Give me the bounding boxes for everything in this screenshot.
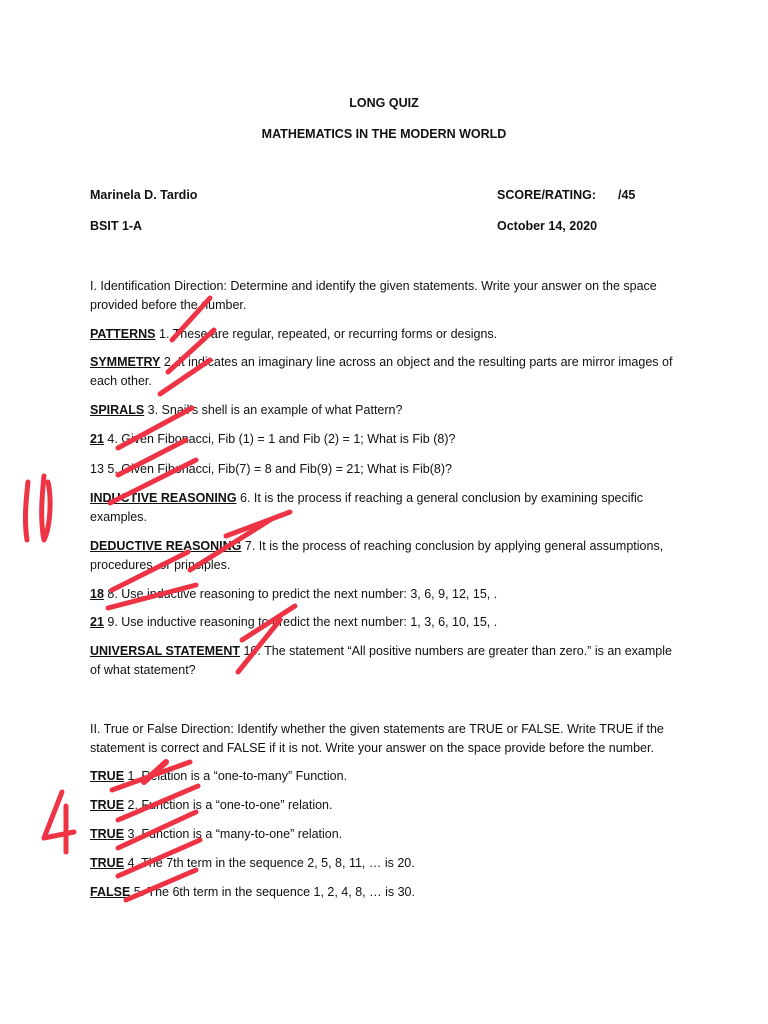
answer-text: DEDUCTIVE REASONING: [90, 539, 242, 553]
question-text: 13 5. Given Fibonacci, Fib(7) = 8 and Fib(9) = 21; What is Fib(8)?: [90, 462, 452, 476]
answer-text: SYMMETRY: [90, 355, 161, 369]
question-text: 2. Function is a “one-to-one” relation.: [124, 798, 333, 812]
question-text: 5. The 6th term in the sequence 1, 2, 4, 8, … is 30.: [130, 885, 415, 899]
question-text: 4. Given Fibonacci, Fib (1) = 1 and Fib (2) = 1; What is Fib (8)?: [103, 432, 456, 446]
question-text: 9. Use inductive reasoning to predict the next number: 1, 3, 6, 10, 15, .: [103, 615, 498, 629]
question-text: 7. It is the process of reaching conclusion by applying general assumptions, procedures, or principles.: [90, 539, 664, 572]
quiz-subject: MATHEMATICS IN THE MODERN WORLD: [261, 127, 507, 141]
answer-text: 21: [90, 432, 104, 446]
student-section: BSIT 1-A: [90, 219, 143, 233]
list-item: [90, 585, 680, 604]
question-text: 6. It is the process if reaching a general conclusion by examining specific examples.: [90, 491, 644, 524]
question-text: 10. The statement “All positive numbers are greater than zero.” is an example of what statement?: [90, 644, 672, 677]
list-item: [90, 883, 680, 902]
score-label: SCORE/RATING:: [497, 188, 597, 202]
list-item: [90, 325, 680, 344]
list-item: [90, 430, 680, 449]
question-text: 1. Relation is a “one-to-many” Function.: [124, 769, 348, 783]
answer-text: 18: [90, 587, 104, 601]
list-item: [90, 796, 680, 815]
question-text: 4. The 7th term in the sequence 2, 5, 8, 11, … is 20.: [124, 856, 415, 870]
question-text: 2. It indicates an imaginary line across an object and the resulting parts are mirror images of each other.: [90, 355, 673, 388]
question-text: 8. Use inductive reasoning to predict the next number: 3, 6, 9, 12, 15, .: [103, 587, 498, 601]
answer-text: PATTERNS: [90, 327, 156, 341]
list-item: [90, 537, 680, 575]
list-item: [90, 825, 680, 844]
list-item: [90, 489, 680, 527]
answer-text: INDUCTIVE REASONING: [90, 491, 237, 505]
answer-text: UNIVERSAL STATEMENT: [90, 644, 241, 658]
list-item: [90, 401, 680, 420]
list-item: [90, 767, 680, 786]
quiz-title: LONG QUIZ: [349, 96, 419, 110]
answer-text: 21: [90, 615, 104, 629]
question-text: 3. Snail’s shell is an example of what Pattern?: [144, 403, 403, 417]
part1-direction: I. Identification Direction: Determine and identify the given statements. Write your answer on the space provided before the number.: [90, 279, 657, 312]
list-item: [90, 613, 680, 632]
question-text: 1. These are regular, repeated, or recurring forms or designs.: [155, 327, 498, 341]
list-item: [90, 353, 680, 391]
list-item: [90, 460, 680, 479]
answer-text: TRUE: [90, 856, 125, 870]
list-item: [90, 642, 680, 680]
score-total: /45: [618, 188, 636, 202]
list-item: [90, 854, 680, 873]
answer-text: TRUE: [90, 798, 125, 812]
answer-text: TRUE: [90, 769, 125, 783]
answer-text: TRUE: [90, 827, 125, 841]
answer-text: SPIRALS: [90, 403, 145, 417]
score-digit-one: [25, 482, 28, 540]
score-digit-four: [44, 792, 74, 838]
score-digit-zero: [42, 476, 50, 540]
question-text: 3. Function is a “many-to-one” relation.: [124, 827, 343, 841]
part2-direction: II. True or False Direction: Identify whether the given statements are TRUE or FALSE. Write TRUE if the statement is correct and FALSE if it is not. Write your answer on the space provide before the number.: [90, 722, 664, 755]
quiz-date: October 14, 2020: [497, 219, 598, 233]
answer-text: FALSE: [90, 885, 131, 899]
student-name: Marinela D. Tardio: [90, 188, 198, 202]
